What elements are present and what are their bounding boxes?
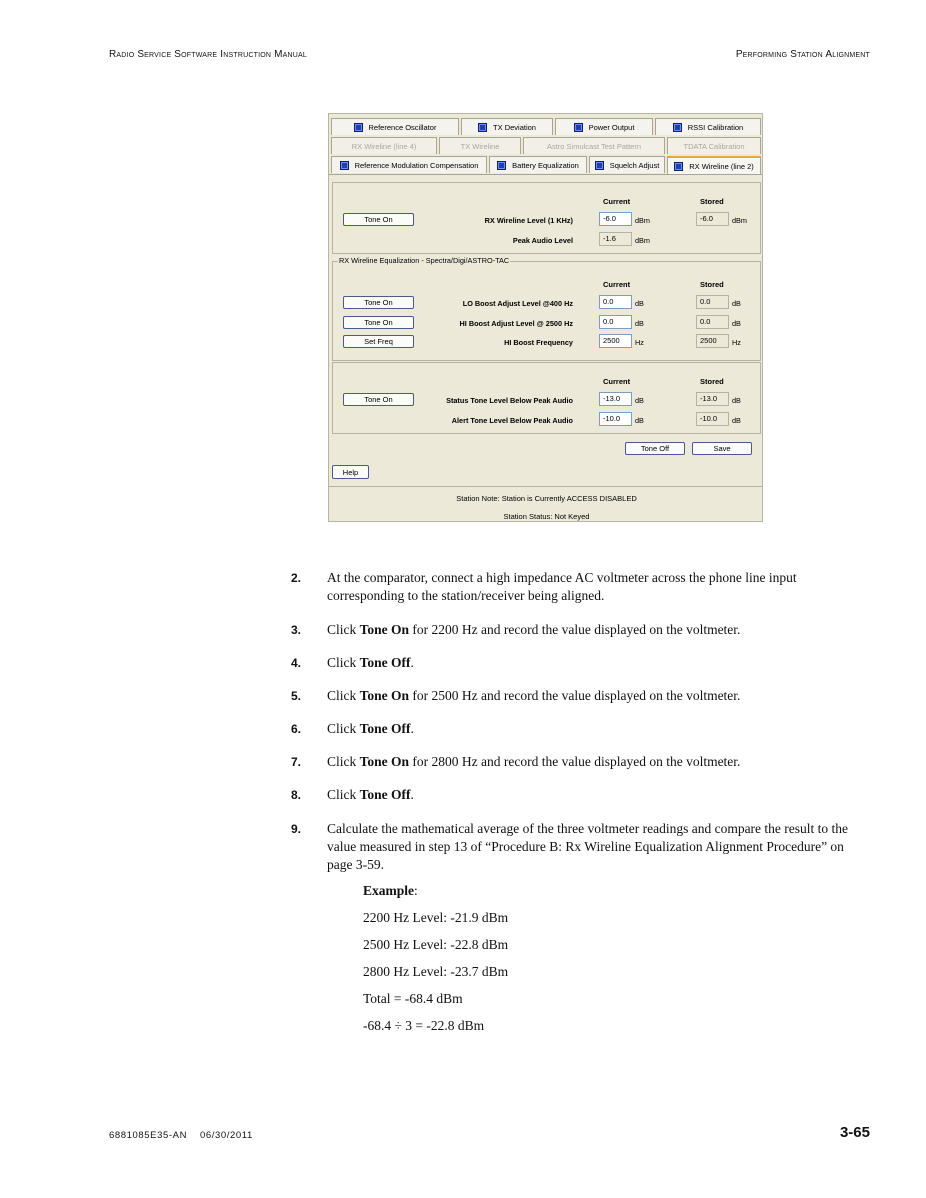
unit-label: dB [732,396,741,405]
example-line: 2500 Hz Level: -22.8 dBm [363,937,509,952]
stored-column-header: Stored [700,280,724,289]
step-text: Click Tone On for 2500 Hz and record the value displayed on the voltmeter. [327,688,741,703]
tab-battery-equalization[interactable]: Battery Equalization [489,156,587,173]
unit-label: dB [732,319,741,328]
checkbox-icon [574,123,583,132]
checkbox-icon [497,161,506,170]
current-column-header: Current [603,377,631,386]
lo-boost-stored: 0.0 [696,295,729,309]
status-tone-label: Status Tone Level Below Peak Audio [446,396,573,405]
unit-label: dBm [635,236,651,245]
peak-audio-level-current: -1.6 [599,232,632,246]
station-note: Station Note: Station is Currently ACCESS DISABLED [456,494,637,503]
step-text: Click Tone Off. [327,655,414,670]
example-heading: Example: [363,883,418,898]
tab-rx-wireline-line-4[interactable]: RX Wireline (line 4) [331,137,437,154]
rx-wireline-level-label: RX Wireline Level (1 KHz) [484,216,573,225]
lo-boost-current[interactable]: 0.0 [599,295,632,309]
tab-reference-oscillator[interactable]: Reference Oscillator [331,118,459,135]
unit-label: dB [732,299,741,308]
step-text: Click Tone Off. [327,721,414,736]
hi-boost-current[interactable]: 0.0 [599,315,632,329]
page-number: 3-65 [839,1124,870,1141]
step-text: Calculate the mathematical average of the three voltmeter readings and compare the result to the value measured in step 13 of “Procedure B: Rx Wireline Equalization Alignment Procedure” on page 3-59. [327,821,849,872]
unit-label: dB [635,396,644,405]
unit-label: Hz [732,338,741,347]
step-number: 6. [291,722,302,736]
unit-label: dB [635,416,644,425]
example-line: -68.4 ÷ 3 = -22.8 dBm [363,1018,485,1033]
help-button[interactable]: Help [332,465,369,479]
step-number: 8. [291,788,302,802]
tab-power-output[interactable]: Power Output [555,118,653,135]
checkbox-icon [478,123,487,132]
station-alignment-screenshot [328,113,763,522]
hi-boost-stored: 0.0 [696,315,729,329]
status-divider [329,486,763,487]
example-line: 2800 Hz Level: -23.7 dBm [363,964,509,979]
hi-boost-frequency-current[interactable]: 2500 [599,334,632,348]
tab-astro-simulcast[interactable]: Astro Simulcast Test Pattern [523,137,665,154]
hi-boost-label: HI Boost Adjust Level @ 2500 Hz [459,319,573,328]
set-freq-button[interactable]: Set Freq [343,335,414,348]
running-header-left: Radio Service Software Instruction Manual [109,49,307,60]
lo-boost-tone-on-button[interactable]: Tone On [343,296,414,309]
unit-label: dB [635,319,644,328]
example-line: Total = -68.4 dBm [363,991,463,1006]
tone-off-button[interactable]: Tone Off [625,442,685,455]
running-header-right: Performing Station Alignment [735,49,870,60]
step-number: 7. [291,755,302,769]
checkbox-icon [673,123,682,132]
alert-tone-current[interactable]: -10.0 [599,412,632,426]
current-column-header: Current [603,280,631,289]
status-tone-current[interactable]: -13.0 [599,392,632,406]
tab-rssi-calibration[interactable]: RSSI Calibration [655,118,761,135]
hi-boost-frequency-label: HI Boost Frequency [504,338,573,347]
tab-tdata-calibration[interactable]: TDATA Calibration [667,137,761,154]
example-line: 2200 Hz Level: -21.9 dBm [363,910,509,925]
status-tone-stored: -13.0 [696,392,729,406]
checkbox-icon [340,161,349,170]
hi-boost-frequency-stored: 2500 [696,334,729,348]
step-number: 5. [291,689,302,703]
peak-audio-level-label: Peak Audio Level [512,236,573,245]
station-status: Station Status: Not Keyed [503,512,590,521]
unit-label: dBm [732,216,748,225]
save-button[interactable]: Save [692,442,752,455]
hi-boost-tone-on-button[interactable]: Tone On [343,316,414,329]
tone-level-group [332,362,761,434]
alert-tone-label: Alert Tone Level Below Peak Audio [451,416,573,425]
step-text: Click Tone On for 2800 Hz and record the value displayed on the voltmeter. [327,754,741,769]
footer-doc-info: 6881085E35-AN 06/30/2011 [109,1130,253,1141]
checkbox-icon [595,161,604,170]
step-text: Click Tone Off. [327,787,414,802]
stored-column-header: Stored [700,197,724,206]
tab-tx-wireline[interactable]: TX Wireline [439,137,521,154]
lo-boost-label: LO Boost Adjust Level @400 Hz [462,299,573,308]
tab-reference-modulation[interactable]: Reference Modulation Compensation [331,156,487,173]
tab-tx-deviation[interactable]: TX Deviation [461,118,553,135]
checkbox-icon [674,162,683,171]
step-text: At the comparator, connect a high impedance AC voltmeter across the phone line input corresponding to the station/receiver being aligned. [327,570,797,603]
tab-rx-wireline-line-2[interactable]: RX Wireline (line 2) [667,156,761,175]
step-text: Click Tone On for 2200 Hz and record the value displayed on the voltmeter. [327,622,741,637]
checkbox-icon [354,123,363,132]
group-title: RX Wireline Equalization - Spectra/Digi/ASTRO-TAC [339,256,510,265]
wireline-level-group [332,182,761,254]
stored-column-header: Stored [700,377,724,386]
tab-squelch-adjust[interactable]: Squelch Adjust [589,156,665,173]
step-number: 9. [291,822,302,836]
unit-label: Hz [635,338,644,347]
step-number: 3. [291,623,302,637]
tone-on-button[interactable]: Tone On [343,213,414,226]
tab-divider [329,174,763,175]
step-number: 2. [291,571,302,585]
current-column-header: Current [603,197,631,206]
alert-tone-stored: -10.0 [696,412,729,426]
step-number: 4. [291,656,302,670]
wireline-equalization-group [332,256,761,361]
rx-wireline-level-stored: -6.0 [696,212,729,226]
unit-label: dBm [635,216,651,225]
status-tone-on-button[interactable]: Tone On [343,393,414,406]
rx-wireline-level-current[interactable]: -6.0 [599,212,632,226]
unit-label: dB [635,299,644,308]
unit-label: dB [732,416,741,425]
